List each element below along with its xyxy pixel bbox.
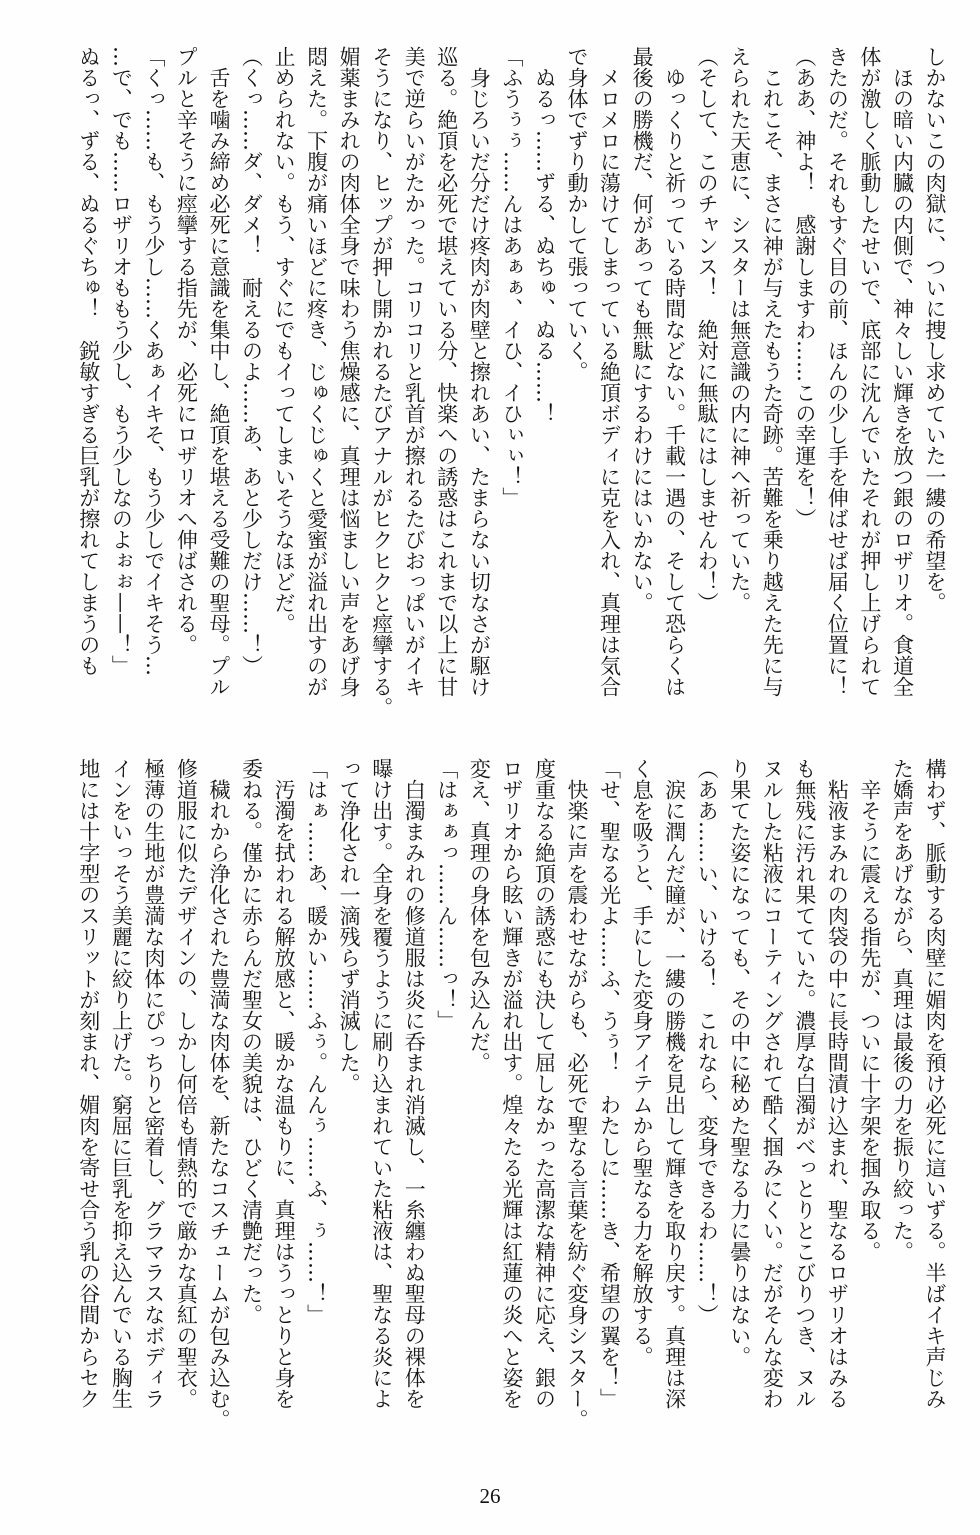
text-column: 変え、真理の身体を包み込んだ。 [467,758,492,1073]
text-column: 「はぁ……あ、暖かい……ふぅ。んんぅ……ふ、ぅ……！」 [304,758,329,1325]
text-column: 止められない。もう、すぐにでもイってしまいそうなほどだ。 [272,46,297,634]
page-number: 26 [479,1484,501,1508]
lower-text-block [72,758,951,1430]
text-column: 粘液まみれの肉袋の中に長時間漬け込まれ、聖なるロザリオはみる [825,758,850,1409]
text-column: で身体でずり動かして張っていく。 [564,46,589,382]
text-column: （そして、このチャンス！ 絶対に無駄にはしませんわ！） [695,46,720,613]
text-column: （ああ、神よ！ 感謝しますわ……この幸運を！） [792,46,817,529]
text-column: 巡る。絶頂を必死で堪えている分、快楽への誘惑はこれまで以上に甘 [434,46,459,697]
text-column: 快楽に声を震わせながらも、必死で聖なる言葉を紡ぐ変身シスター。 [564,758,589,1430]
text-column: 地には十字型のスリットが刻まれ、媚肉を寄せ合う乳の谷間からセク [76,758,101,1409]
text-column: く息を吸うと、手にした変身アイテムから聖なる力を解放する。 [630,758,655,1367]
text-column: ゆっくりと祈っている時間などない。千載一遇の、そして恐らくは [662,46,687,697]
text-column: きたのだ。それもすぐ目の前、ほんの少し手を伸ばせば届く位置に！ [825,46,850,697]
text-column: 媚薬まみれの肉体全身で味わう焦燥感に、真理は悩ましい声をあげ身 [337,46,362,697]
text-column: ロザリオから眩い輝きが溢れ出す。煌々たる光輝は紅蓮の炎へと姿を [499,758,524,1409]
text-column: 「せ、聖なる光よ……ふ、うぅ！ わたしに……き、希望の翼を！」 [597,758,622,1409]
text-column: 最後の勝機だ、何があっても無駄にするわけにはいかない。 [630,46,655,613]
text-column: 汚濁を拭われる解放感と、暖かな温もりに、真理はうっとりと身を [272,758,297,1409]
text-column: これこそ、まさに神が与えたもうた奇跡。苦難を乗り越えた先に与 [760,46,785,697]
text-column: 度重なる絶頂の誘惑にも決して屈しなかった高潔な精神に応え、銀の [532,758,557,1409]
text-column: そうになり、ヒップが押し開かれるたびアナルがヒクヒクと痙攣する。 [369,46,394,718]
text-column: って浄化され一滴残らず消滅した。 [337,758,362,1094]
text-column: 涙に潤んだ瞳が、一縷の勝機を見出して輝きを取り戻す。真理は深 [662,758,687,1409]
text-column: ヌルした粘液にコーティングされて酷く掴みにくい。だがそんな変わ [760,758,785,1409]
text-column: メロメロに蕩けてしまっている絶頂ボディに克を入れ、真理は気合 [597,46,622,697]
upper-text-block [72,46,951,718]
text-column: ぬるっ……ずる、ぬちゅ、ぬる……！ [532,46,557,424]
text-column: 辛そうに震える指先が、ついに十字架を掴み取る。 [857,758,882,1262]
text-column: えられた天恵に、シスターは無意識の内に神へ祈っていた。 [727,46,752,613]
text-column: 身じろいだ分だけ疼肉が肉壁と擦れあい、たまらない切なさが駆け [467,46,492,697]
text-column: 極薄の生地が豊満な肉体にぴっちりと密着し、グラマラスなボディラ [141,758,166,1409]
text-column: 委ねる。僅かに赤らんだ聖女の美貌は、ひどく清艶だった。 [239,758,264,1325]
text-column: プルと辛そうに痙攣する指先が、必死にロザリオへ伸ばされる。 [174,46,199,655]
text-column: 体が激しく脈動したせいで、底部に沈んでいたそれが押し上げられて [857,46,882,697]
text-column: （くっ……ダ、ダメ！ 耐えるのよ……あ、あと少しだけ……！） [239,46,264,676]
text-column: た嬌声をあげながら、真理は最後の力を振り絞った。 [890,758,915,1262]
text-column: …で、でも……ロザリオももう少し、もう少しなのよぉぉ——！」 [109,46,134,676]
text-column: 悶えた。下腹が痛いほどに疼き、じゅくじゅくと愛蜜が溢れ出すのが [304,46,329,697]
text-column: 「ふうぅぅ……んはあぁぁ、イひ、イひぃぃ！」 [499,46,524,508]
text-column: 構わず、脈動する肉壁に媚肉を預け必死に這いずる。半ばイキ声じみ [923,758,947,1409]
text-column: インをいっそう美麗に絞り上げた。窮屈に巨乳を抑え込んでいる胸生 [109,758,134,1409]
text-column: り果てた姿になっても、その中に秘めた聖なる力に曇りはない。 [727,758,752,1367]
text-column: 修道服に似たデザインの、しかし何倍も情熱的で厳かな真紅の聖衣。 [174,758,199,1409]
text-column: 「くっ……も、もう少し……くあぁイキそ、もう少しでイキそう… [141,46,166,676]
text-column: 曝け出す。全身を覆うように刷り込まれていた粘液は、聖なる炎によ [369,758,394,1409]
text-column: 舌を噛み締め必死に意識を集中し、絶頂を堪える受難の聖母。プル [206,46,231,697]
text-column: 「はぁぁっ……ん……っ！」 [434,758,459,1031]
text-column: ぬるっ、ずる、ぬるぐちゅ！ 鋭敏すぎる巨乳が擦れてしまうのも [76,46,101,676]
text-column: （ああ……い、いける！ これなら、変身できるわ……！） [695,758,720,1325]
text-column: ほの暗い内臓の内側で、神々しい輝きを放つ銀のロザリオ。食道全 [890,46,915,697]
text-column: 美で逆らいがたかった。コリコリと乳首が擦れるたびおっぱいがイキ [402,46,427,697]
text-column: も無残に汚れ果てていた。濃厚な白濁がべっとりとこびりつき、ヌル [792,758,817,1409]
text-column: しかないこの肉獄に、ついに捜し求めていた一縷の希望を。 [923,46,947,613]
text-column: 白濁まみれの修道服は炎に呑まれ消滅し、一糸纏わぬ聖母の裸体を [402,758,427,1409]
text-column: 穢れから浄化された豊満な肉体を、新たなコスチュームが包み込む。 [206,758,231,1430]
